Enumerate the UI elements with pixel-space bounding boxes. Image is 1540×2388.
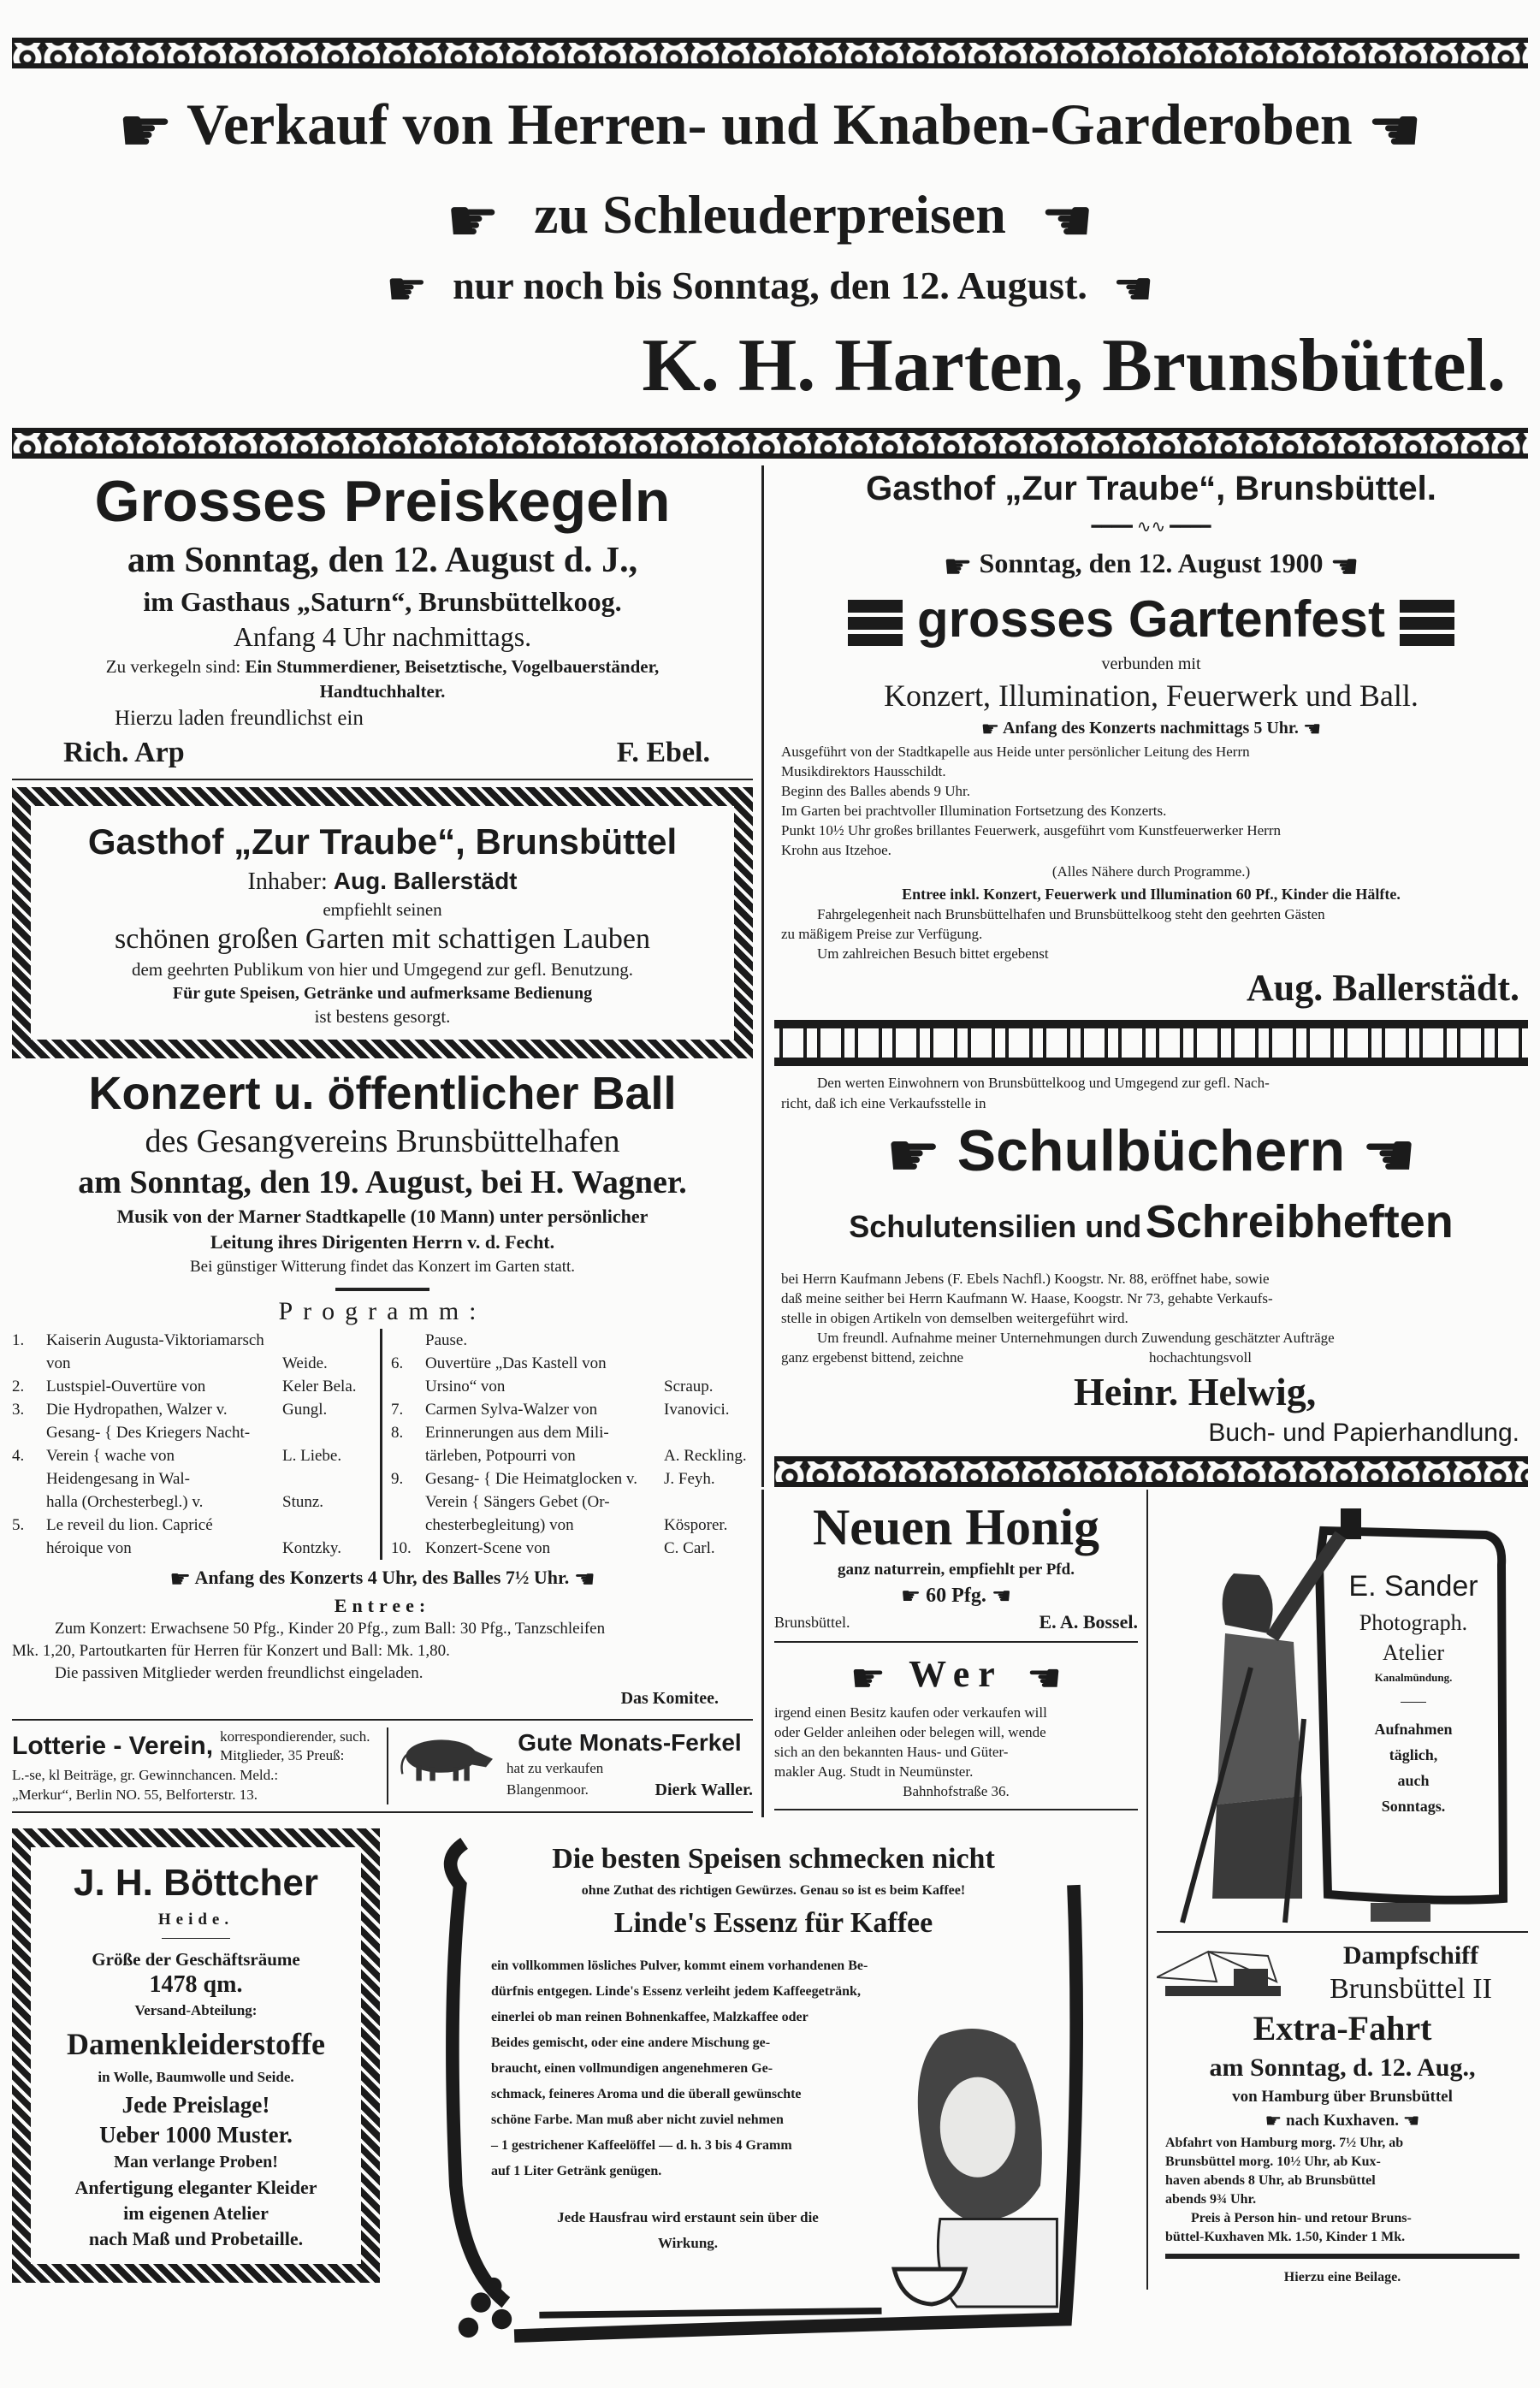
text-line: Punkt 10½ Uhr großes brillantes Feuerwerk, ausgeführt vom Kunstfeuerwerker Herrn	[781, 822, 1281, 839]
program-number: 1.	[12, 1331, 25, 1350]
atelier: Atelier	[1382, 1639, 1445, 1665]
chain-border	[774, 1020, 1528, 1066]
program-item	[391, 1537, 753, 1560]
program-number: 5.	[12, 1516, 25, 1535]
program-piece: Ursino“ von	[425, 1378, 506, 1396]
ad-text: ganz naturrein, empfiehlt per Pfd.	[838, 1560, 1075, 1579]
subhead-text: zu Schleuderpreisen	[534, 184, 1006, 246]
program-composer: C. Carl.	[664, 1539, 715, 1558]
entree-text: Mk. 1,20, Partoutkarten für Herren für Konzert und Ball: Mk. 1,80.	[12, 1642, 450, 1661]
sander-panel	[1332, 1565, 1495, 1819]
address: Bahnhofstraße 36.	[903, 1783, 1010, 1800]
hand-left-icon: ☚	[1040, 185, 1094, 256]
ad-text: Versand-Abteilung:	[134, 2002, 258, 2019]
divider	[12, 1811, 753, 1813]
program-composer	[282, 1467, 371, 1490]
program-piece: halla (Orchesterbegl.) v.	[46, 1493, 204, 1512]
program-piece: Ouvertüre „Das Kastell von	[425, 1354, 607, 1373]
city: Heide.	[157, 1911, 234, 1929]
trade: Buch- und Papierhandlung.	[1208, 1419, 1519, 1448]
program-piece: von	[46, 1354, 71, 1373]
program-composer	[664, 1352, 753, 1375]
place: Blangenmoor.	[506, 1781, 589, 1798]
ad-dampfschiff	[1157, 1940, 1528, 2290]
ad-text: Ueber 1000 Muster.	[99, 2122, 293, 2148]
entree: Entree inkl. Konzert, Feuerwerk und Illumination 60 Pf., Kinder die Hälfte.	[902, 886, 1401, 904]
program-piece: tärleben, Potpourri von	[425, 1447, 576, 1466]
hand-right-icon: ☛	[886, 1119, 941, 1192]
program-item	[391, 1467, 753, 1490]
ad-konzert	[12, 1065, 753, 1712]
ad-text: Mitglieder, 35 Preuß:	[220, 1747, 345, 1764]
ship-illustration	[1157, 1947, 1285, 1999]
decorative-bars	[848, 600, 903, 646]
text-line: makler Aug. Studt in Neumünster.	[774, 1763, 974, 1781]
ad-lotterie	[12, 1727, 388, 1804]
ad-text: Musik von der Marner Stadtkapelle (10 Mann) unter persönlicher	[116, 1206, 649, 1228]
program-left	[12, 1329, 382, 1560]
ad-text: Wirkung.	[657, 2235, 719, 2252]
program-item	[391, 1444, 753, 1467]
text-line: Musikdirektors Hausschildt.	[781, 763, 946, 780]
ad-date: am Sonntag, den 12. August d. J.,	[127, 541, 638, 581]
event-title: grosses Gartenfest	[917, 590, 1385, 648]
hand-right-icon: ☛	[943, 547, 973, 585]
bottom-row	[12, 1820, 1146, 2367]
program-item	[12, 1514, 371, 1537]
program-composer	[664, 1329, 753, 1352]
text-line: braucht, einen vollmundigen angenehmeren Ge-	[491, 2061, 773, 2077]
text-line: einerlei ob man reinen Bohnenkaffee, Malzkaffee oder	[491, 2010, 808, 2025]
entree-title: Entree:	[334, 1595, 431, 1617]
owner-name: Aug. Ballerstädt	[333, 868, 518, 895]
ad-text: (Alles Nähere durch Programme.)	[1051, 863, 1251, 880]
program-number	[12, 1421, 41, 1444]
text-line: Brunsbüttel morg. 10½ Uhr, ab Kux-	[1165, 2154, 1381, 2169]
program-item	[12, 1490, 371, 1514]
left-column	[12, 465, 761, 1820]
hand-right-icon: ☛	[1265, 2110, 1282, 2132]
divider	[1157, 1931, 1528, 1933]
ad-date: am Sonntag, den 19. August, bei H. Wagner.	[78, 1164, 687, 1201]
ad-text: hat zu verkaufen	[506, 1760, 604, 1777]
ad-title: Konzert u. öffentlicher Ball	[88, 1068, 677, 1120]
program-item	[391, 1375, 753, 1398]
program-number	[391, 1514, 420, 1537]
ad-title: Gasthof „Zur Traube“, Brunsbüttel	[87, 821, 678, 862]
ad-start-time: Anfang 4 Uhr nachmittags.	[233, 621, 532, 653]
subhead	[12, 177, 1528, 258]
ad-text: auch	[1397, 1771, 1430, 1789]
program-number	[391, 1444, 420, 1467]
ad-text: Aufnahmen	[1374, 1720, 1453, 1738]
ad-text: Sonntags.	[1381, 1797, 1446, 1815]
signature: Aug. Ballerstädt.	[1247, 967, 1519, 1010]
program-composer: Scraup.	[664, 1378, 714, 1396]
program-item	[12, 1398, 371, 1421]
ad-text: Man verlange Proben!	[114, 2153, 278, 2172]
pig-illustration	[397, 1731, 500, 1786]
program-number: 8.	[391, 1424, 404, 1443]
program-piece: héroique von	[46, 1539, 132, 1558]
ad-venue: im Gasthaus „Saturn“, Brunsbüttelkoog.	[143, 586, 622, 618]
program-number	[12, 1467, 41, 1490]
hand-right-icon: ☛	[169, 1565, 192, 1594]
program-number	[391, 1375, 420, 1398]
program-item	[391, 1514, 753, 1537]
ad-text: Jede Hausfrau wird erstaunt sein über die	[557, 2209, 819, 2226]
program-piece: Heidengesang in Wal-	[46, 1470, 191, 1489]
ad-text: Leitung ihres Dirigenten Herrn v. d. Fecht.	[210, 1231, 555, 1253]
ad-honig	[774, 1496, 1138, 1634]
program-composer: Kontzky.	[282, 1539, 341, 1558]
hand-right-icon: ☛	[386, 262, 428, 317]
program-composer: Kösporer.	[664, 1516, 728, 1535]
program-right	[382, 1329, 753, 1560]
program-item	[12, 1352, 371, 1375]
ad-title: Neuen Honig	[812, 1498, 1100, 1555]
hand-right-icon: ☛	[980, 717, 1000, 742]
ad-text: Für gute Speisen, Getränke und aufmerksame Bedienung	[172, 984, 593, 1004]
hand-left-icon: ☚	[573, 1565, 595, 1594]
text-line: oder Gelder anleihen oder belegen will, wende	[774, 1724, 1046, 1741]
hand-right-icon: ☛	[117, 94, 174, 167]
ad-text: Anfertigung eleganter Kleider	[74, 2177, 317, 2199]
text-line: schöne Farbe. Man muß aber nicht zuviel nehmen	[491, 2112, 784, 2128]
ad-title: Gute Monats-Ferkel	[518, 1729, 742, 1757]
program-composer: Gungl.	[282, 1401, 328, 1419]
ad-text: im eigenen Atelier	[123, 2202, 269, 2225]
ad-text: „Merkur“, Berlin NO. 55, Belforterstr. 13.	[12, 1787, 258, 1804]
ad-title: Gasthof „Zur Traube“, Brunsbüttel.	[866, 470, 1436, 508]
right-narrow-column	[1146, 1490, 1528, 2290]
program-item	[12, 1537, 371, 1560]
program-piece: Erinnerungen aus dem Mili-	[425, 1424, 609, 1443]
ad-text: Um zahlreichen Besuch bittet ergebenst	[817, 945, 1049, 963]
ad-preiskegeln	[12, 465, 753, 772]
text-line: – 1 gestrichener Kaffeelöffel — d. h. 3 bis 4 Gramm	[491, 2138, 792, 2154]
program-number	[12, 1352, 41, 1375]
program-piece: Gesang- { Die Heimatglocken v.	[425, 1470, 637, 1489]
text-line: haven abends 8 Uhr, ab Brunsbüttel	[1165, 2172, 1376, 2188]
text-line: sich an den bekannten Haus- und Güter-	[774, 1744, 1009, 1761]
merchant-name: K. H. Harten, Brunsbüttel.	[642, 324, 1506, 408]
program-item	[12, 1329, 371, 1352]
program-composer: Ivanovici.	[664, 1401, 730, 1419]
price: Preis à Person hin- und retour Bruns-	[1191, 2210, 1412, 2225]
ad-title: Extra-Fahrt	[1253, 2008, 1432, 2047]
ad-text: Fahrgelegenheit nach Brunsbüttelhafen und Brunsbüttelkoog steht den geehrten Gästen	[817, 906, 1325, 923]
divider	[774, 1809, 1138, 1810]
owner-label: Inhaber:	[247, 868, 328, 896]
program-composer: L. Liebe.	[282, 1447, 342, 1466]
ad-sander	[1157, 1496, 1528, 1924]
ad-text: korrespondierender, such.	[220, 1728, 370, 1745]
program-number: 6.	[391, 1354, 404, 1373]
ornament-divider: ━━━━ ∿∿ ━━━━	[1091, 518, 1211, 537]
text-line: daß meine seither bei Herrn Kaufmann W. Haase, Koogstr. Nr 73, gehabte Verkaufs-	[781, 1290, 1273, 1307]
price: 60 Pfg.	[926, 1584, 986, 1607]
program-composer	[664, 1421, 753, 1444]
ad-text: Um freundl. Aufnahme meiner Unternehmungen durch Zuwendung geschätzter Aufträge	[817, 1330, 1335, 1347]
divider	[774, 1641, 1138, 1643]
text-line: abends 9¾ Uhr.	[1165, 2191, 1257, 2207]
program-piece: Le reveil du lion. Capricé	[46, 1516, 213, 1535]
program-number: 9.	[391, 1470, 404, 1489]
program-item	[391, 1398, 753, 1421]
ornamental-border	[774, 1456, 1528, 1487]
ad-headline: Damenkleiderstoffe	[67, 2027, 325, 2062]
photographer-name: E. Sander	[1348, 1569, 1478, 1603]
text-line: Ausgeführt von der Stadtkapelle aus Heide unter persönlicher Leitung des Herrn	[781, 744, 1250, 761]
divider	[12, 779, 753, 780]
program-composer: J. Feyh.	[664, 1470, 715, 1489]
start-time: Anfang des Konzerts nachmittags 5 Uhr.	[1002, 718, 1299, 738]
ad-title: Lotterie - Verein,	[12, 1732, 214, 1761]
ad-text: ohne Zuthat des richtigen Gewürzes. Genau so ist es beim Kaffee!	[581, 1883, 966, 1899]
ad-body	[774, 742, 1528, 860]
program-list	[12, 1329, 753, 1560]
ad-title: Grosses Preiskegeln	[94, 469, 671, 535]
prizes-list-cont: Handtuchhalter.	[319, 681, 446, 702]
ad-text: L.-se, kl Beiträge, gr. Gewinnchancen. Meld.:	[12, 1767, 279, 1784]
place: Brunsbüttel.	[774, 1614, 850, 1632]
program-piece: Pause.	[425, 1331, 468, 1350]
ad-text: 1478 qm.	[149, 1971, 243, 1999]
ad-text: verbunden mit	[1101, 654, 1201, 673]
ad-text: Dampfschiff	[1342, 1941, 1479, 1970]
ornamental-border-middle	[12, 428, 1528, 459]
program-item	[391, 1352, 753, 1375]
ad-headline: Schreibheften	[1145, 1196, 1454, 1248]
text-line: ein vollkommen lösliches Pulver, kommt einem vorhandenen Be-	[491, 1958, 868, 1974]
program-title: Programm:	[278, 1297, 487, 1326]
program-item	[12, 1444, 371, 1467]
hand-left-icon: ☚	[1026, 1655, 1063, 1702]
program-number: 7.	[391, 1401, 404, 1419]
program-item	[391, 1490, 753, 1514]
program-piece: Die Hydropathen, Walzer v.	[46, 1401, 228, 1419]
ad-boettcher	[12, 1828, 380, 2283]
program-composer: Keler Bela.	[282, 1378, 357, 1396]
trade: Photograph.	[1359, 1609, 1468, 1635]
program-number: 10.	[391, 1539, 412, 1558]
ad-text: Größe der Geschäftsräume	[92, 1949, 300, 1970]
text-line: Beginn des Balles abends 9 Uhr.	[781, 783, 970, 800]
invite-text: Hierzu laden freundlichst ein	[115, 707, 364, 731]
page-header	[0, 0, 1540, 459]
divider	[12, 1719, 753, 1721]
text-line: Abfahrt von Hamburg morg. 7½ Uhr, ab	[1165, 2135, 1404, 2150]
ad-text: Den werten Einwohnern von Brunsbüttelkoog und Umgegend zur gefl. Nach-	[817, 1075, 1270, 1092]
ad-text: in Wolle, Baumwolle und Seide.	[98, 2069, 294, 2086]
deadline-text: nur noch bis Sonntag, den 12. August.	[453, 263, 1087, 307]
signature: Heinr. Helwig,	[1074, 1370, 1317, 1414]
linde-content	[491, 1839, 1056, 2256]
headline-text: Verkauf von Herren- und Knaben-Garderoben	[187, 92, 1353, 157]
program-composer	[282, 1329, 371, 1352]
text-line: auf 1 Liter Getränk genügen.	[491, 2164, 662, 2179]
hand-left-icon: ☚	[1366, 94, 1423, 167]
hand-left-icon: ☚	[1112, 262, 1154, 317]
ad-text: empfiehlt seinen	[323, 899, 442, 921]
ad-text: nach Maß und Probetaille.	[88, 2228, 304, 2250]
program-item	[391, 1421, 753, 1444]
program-item	[391, 1329, 753, 1352]
ad-text: dem geehrten Publikum von hier und Umgegend zur gefl. Benutzung.	[131, 959, 634, 981]
seller: Dierk Waller.	[654, 1781, 753, 1800]
ad-ferkel	[388, 1727, 753, 1804]
text-line: bei Herrn Kaufmann Jebens (F. Ebels Nachfl.) Koogstr. Nr. 88, eröffnet habe, sowie	[781, 1271, 1270, 1288]
decorative-bars	[1400, 600, 1454, 646]
host-name: Rich. Arp	[63, 737, 185, 769]
text-line: Beides gemischt, oder eine andere Mischung ge-	[491, 2035, 771, 2051]
ad-text: hochachtungsvoll	[1149, 1349, 1252, 1366]
ad-text: täglich,	[1389, 1745, 1438, 1763]
seller: E. A. Bossel.	[1039, 1611, 1138, 1633]
hand-left-icon: ☚	[1330, 547, 1359, 585]
location: Kanalmündung.	[1374, 1670, 1453, 1684]
program-piece: Verein { wache von	[46, 1447, 175, 1466]
program-piece: Kaiserin Augusta-Viktoriamarsch	[46, 1331, 264, 1350]
program-composer	[664, 1490, 753, 1514]
ad-body	[491, 1953, 919, 2184]
hand-right-icon: ☛	[900, 1584, 921, 1610]
program-piece: chesterbegleitung) von	[425, 1516, 574, 1535]
program-number	[391, 1329, 420, 1352]
middle-column	[761, 1490, 1146, 1817]
ship-name: Brunsbüttel II	[1330, 1972, 1492, 2005]
program-piece: Konzert-Scene von	[425, 1539, 551, 1558]
ad-text: Die passiven Mitglieder werden freundlichst eingeladen.	[55, 1664, 424, 1683]
ad-title: Wer	[909, 1653, 1004, 1696]
headline	[12, 77, 1528, 177]
ad-text: ist bestens gesorgt.	[314, 1006, 451, 1028]
supplement-note: Hierzu eine Beilage.	[1283, 2269, 1401, 2284]
ad-body	[1157, 2134, 1528, 2209]
ad-body	[774, 1703, 1138, 1781]
product-title: Linde's Essenz für Kaffee	[613, 1907, 933, 1940]
small-ads-row	[12, 1727, 753, 1804]
program-item	[12, 1375, 371, 1398]
deadline	[12, 258, 1528, 317]
ad-wer	[774, 1650, 1138, 1802]
text-line: dürfnis entgegen. Linde's Essenz verleiht jedem Kaffeegetränk,	[491, 1984, 861, 2000]
ad-date: am Sonntag, d. 12. Aug.,	[1209, 2053, 1476, 2082]
program-item	[12, 1467, 371, 1490]
program-composer: Weide.	[282, 1354, 328, 1373]
program-number: 2.	[12, 1378, 25, 1396]
ad-headline: Die besten Speisen schmecken nicht	[552, 1843, 995, 1875]
entree-text: Zum Konzert: Erwachsene 50 Pfg., Kinder 20 Pfg., zum Ball: 30 Pfg., Tanzschleifen	[55, 1620, 606, 1638]
prizes-list: Ein Stummerdiener, Beisetztische, Vogelbauerständer,	[245, 656, 660, 678]
route: nach Kuxhaven.	[1286, 2111, 1399, 2130]
program-piece: Gesang- { Des Kriegers Nacht-	[46, 1424, 251, 1443]
features: Konzert, Illumination, Feuerwerk und Ball.	[884, 678, 1419, 713]
program-item	[12, 1421, 371, 1444]
ad-gartenfest	[774, 465, 1528, 1013]
text-line: Krohn aus Itzehoe.	[781, 842, 891, 859]
signature: Das Komitee.	[620, 1689, 719, 1709]
text-line: irgend einen Besitz kaufen oder verkaufen will	[774, 1704, 1047, 1721]
program-composer	[282, 1514, 371, 1537]
divider	[335, 1288, 429, 1291]
ad-text: Jede Preislage!	[121, 2092, 270, 2118]
text-line: schmack, feineres Aroma und die überall gewünschte	[491, 2087, 802, 2102]
program-composer: A. Reckling.	[664, 1447, 747, 1466]
program-piece: Verein { Sängers Gebet (Or-	[425, 1493, 610, 1512]
hand-right-icon: ☛	[850, 1655, 886, 1702]
ad-headline: Schulbüchern	[957, 1118, 1346, 1184]
ad-subtitle: des Gesangvereins Brunsbüttelhafen	[145, 1123, 620, 1160]
program-number: 3.	[12, 1401, 25, 1419]
program-number	[12, 1490, 41, 1514]
ad-linde	[414, 1828, 1107, 2367]
ornamental-border-top	[12, 38, 1528, 68]
ad-date: Sonntag, den 12. August 1900	[979, 548, 1324, 579]
program-number: 4.	[12, 1447, 25, 1466]
hand-left-icon: ☚	[991, 1584, 1012, 1610]
hand-right-icon: ☛	[446, 185, 500, 256]
host-name: F. Ebel.	[616, 737, 710, 769]
ad-headline: Schulutensilien und	[849, 1209, 1142, 1245]
right-column	[761, 465, 1528, 1487]
ad-traube-box	[12, 787, 753, 1058]
ad-text: ganz ergebenst bittend, zeichne	[781, 1349, 964, 1366]
program-number	[12, 1537, 41, 1560]
hand-left-icon: ☚	[1361, 1119, 1417, 1192]
start-time: Anfang des Konzerts 4 Uhr, des Balles 7½ Uhr.	[194, 1567, 570, 1589]
ad-text: richt, daß ich eine Verkaufsstelle in	[781, 1095, 986, 1112]
ad-title: J. H. Böttcher	[73, 1862, 319, 1905]
program-composer	[282, 1421, 371, 1444]
ads-grid	[12, 465, 1528, 2367]
ad-text: zu mäßigem Preise zur Verfügung.	[781, 926, 983, 943]
program-number	[391, 1490, 420, 1514]
text-line: Im Garten bei prachtvoller Illumination Fortsetzung des Konzerts.	[781, 803, 1167, 820]
prizes-label: Zu verkegeln sind:	[105, 656, 241, 678]
hand-left-icon: ☚	[1402, 2110, 1420, 2132]
hand-left-icon: ☚	[1302, 717, 1322, 742]
program-piece: Carmen Sylva-Walzer von	[425, 1401, 598, 1419]
ad-body	[774, 1264, 1528, 1328]
route: von Hamburg über Brunsbüttel	[1232, 2087, 1453, 2106]
price: büttel-Kuxhaven Mk. 1.50, Kinder 1 Mk.	[1165, 2229, 1406, 2244]
ad-helwig	[774, 1073, 1528, 1449]
program-composer: Stunz.	[282, 1493, 324, 1512]
program-piece: Lustspiel-Ouvertüre von	[46, 1378, 206, 1396]
text-line: stelle in obigen Artikeln von demselben weitergeführt wird.	[781, 1310, 1128, 1327]
ad-text: Bei günstiger Witterung findet das Konzert im Garten statt.	[189, 1258, 576, 1277]
ad-text: schönen großen Garten mit schattigen Lauben	[115, 923, 650, 956]
